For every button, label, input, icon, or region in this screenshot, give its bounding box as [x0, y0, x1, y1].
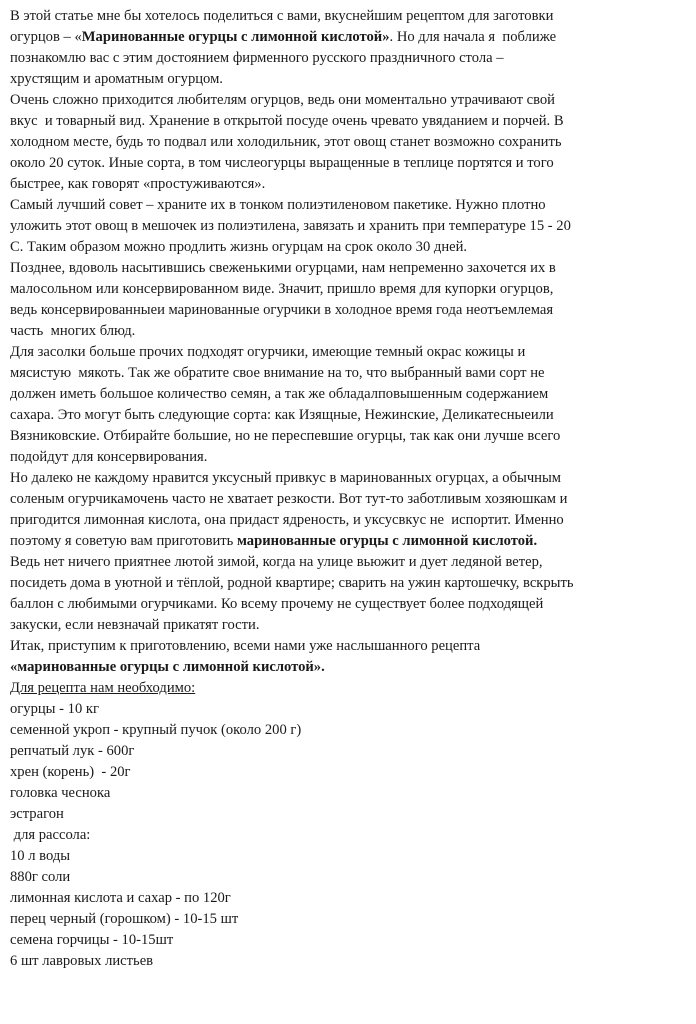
ingredients-section — [10, 678, 688, 972]
text-line: хрустящим и ароматным огурцом. — [10, 71, 223, 87]
text-line: Итак, приступим к приготовлению, всеми нами уже наслышанного рецепта — [10, 638, 481, 654]
ingredients-heading: Для рецепта нам необходимо: — [10, 680, 196, 696]
ingredient-item: 6 шт лавровых листьев — [10, 953, 154, 969]
text-line: закуски, если невзначай прикатят гости. — [10, 617, 260, 633]
recipe-title-bold: «маринованные огурцы с лимонной кислотой». — [10, 659, 325, 675]
text-line: должен иметь большое количество семян, а так же обладалповышенным содержанием — [10, 386, 549, 402]
ingredient-item: хрен (корень) - 20г — [10, 764, 131, 780]
text-line: С. Таким образом можно продлить жизнь огурцам на срок около 30 дней. — [10, 239, 468, 255]
ingredient-item: семенной укроп - крупный пучок (около 200 г) — [10, 722, 302, 738]
text-line: сахара. Это могут быть следующие сорта: как Изящные, Нежинские, Деликатесныеили — [10, 407, 554, 423]
citric-acid-paragraph — [10, 468, 688, 552]
varieties-paragraph — [10, 342, 688, 468]
text-line: баллон с любимыми огурчиками. Ко всему прочему не существует более подходящей — [10, 596, 544, 612]
text-line: посидеть дома в уютной и тёплой, родной квартире; сварить на ужин картошечку, вскрыть — [10, 575, 574, 591]
text-line: познакомлю вас с этим достоянием фирменного русского праздничного стола – — [10, 50, 504, 66]
advice-paragraph — [10, 195, 688, 258]
text-line: Очень сложно приходится любителям огурцов, ведь они моментально утрачивают свой — [10, 92, 555, 108]
ingredient-item: для рассола: — [10, 827, 91, 843]
text-line: уложить этот овощ в мешочек из полиэтилена, завязать и хранить при температуре 15 - 20 — [10, 218, 571, 234]
ingredient-item: головка чеснока — [10, 785, 111, 801]
ingredient-item: семена горчицы - 10-15шт — [10, 932, 174, 948]
text-line: холодном месте, будь то подвал или холодильник, этот овощ станет возможно сохранить — [10, 134, 562, 150]
text-line: пригодится лимонная кислота, она придаст ядреность, и уксусвкус не испортит. Именно — [10, 512, 564, 528]
intro-paragraph — [10, 6, 688, 90]
text-line — [10, 27, 688, 48]
text-line: быстрее, как говорят «простуживаются». — [10, 176, 266, 192]
text-line: ведь консервированныеи маринованные огурчики в холодное время года неотъемлемая — [10, 302, 554, 318]
text-line: мясистую мякоть. Так же обратите свое внимание на то, что выбранный вами сорт не — [10, 365, 545, 381]
text-line: Самый лучший совет – храните их в тонком полиэтиленовом пакетике. Нужно плотно — [10, 197, 546, 213]
canning-paragraph — [10, 258, 688, 342]
storage-paragraph — [10, 90, 688, 195]
text-line: Позднее, вдоволь насытившись свеженькими огурцами, нам непременно захочется их в — [10, 260, 556, 276]
text-line: вкус и товарный вид. Хранение в открытой посуде очень чревато увяданием и порчей. В — [10, 113, 564, 129]
text-line: часть многих блюд. — [10, 323, 136, 339]
recipe-intro-paragraph — [10, 636, 688, 678]
ingredient-item: эстрагон — [10, 806, 64, 822]
recipe-title-bold: маринованные огурцы с лимонной кислотой. — [236, 533, 538, 549]
recipe-title-bold: Маринованные огурцы с лимонной кислотой» — [81, 29, 390, 45]
ingredients-list — [10, 699, 688, 972]
text-line: соленым огурчикамочень часто не хватает резкости. Вот тут-то заботливым хозяюшкам и — [10, 491, 568, 507]
text-line — [10, 531, 688, 552]
text-line: Для засолки больше прочих подходят огурчики, имеющие темный окрас кожицы и — [10, 344, 526, 360]
ingredient-item: репчатый лук - 600г — [10, 743, 135, 759]
ingredient-item: перец черный (горошком) - 10-15 шт — [10, 911, 239, 927]
text-line: Вязниковские. Отбирайте большие, но не переспевшие огурцы, так как они лучше всего — [10, 428, 561, 444]
text-line: В этой статье мне бы хотелось поделиться с вами, вкуснейшим рецептом для заготовки — [10, 8, 554, 24]
winter-paragraph — [10, 552, 688, 636]
text-line: подойдут для консервирования. — [10, 449, 208, 465]
text-line: Но далеко не каждому нравится уксусный привкус в маринованных огурцах, а обычным — [10, 470, 562, 486]
text-span: огурцов – « — [10, 29, 82, 45]
ingredient-item: лимонная кислота и сахар - по 120г — [10, 890, 231, 906]
text-line: около 20 суток. Иные сорта, в том числеогурцы выращенные в теплице портятся и того — [10, 155, 554, 171]
ingredient-item: 10 л воды — [10, 848, 71, 864]
text-span: поэтому я советую вам приготовить — [10, 533, 237, 549]
ingredient-item: 880г соли — [10, 869, 71, 885]
ingredient-item: огурцы - 10 кг — [10, 701, 99, 717]
text-span: . Но для начала я поближе — [389, 29, 557, 45]
text-line: малосольном или консервированном виде. Значит, пришло время для купорки огурцов, — [10, 281, 554, 297]
text-line: Ведь нет ничего приятнее лютой зимой, когда на улице вьюжит и дует ледяной ветер, — [10, 554, 543, 570]
